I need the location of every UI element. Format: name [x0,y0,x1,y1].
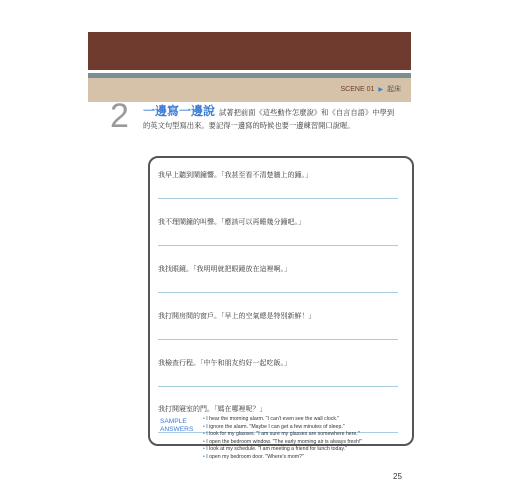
prompt-row [158,217,398,246]
chapter-title: 起床 [387,86,401,93]
sample-answers-title [160,418,193,434]
instructions-line-2: 的英文句型寫出來。要記得一邊寫的時候也要一邊練習開口說喔。 [143,121,355,130]
prompt-row [158,170,398,199]
prompt-text: 我不理鬧鐘的叫聲。「應該可以再睡幾分鐘吧。」 [158,218,305,226]
writing-line[interactable] [158,386,398,387]
prompt-text: 我打開房間的窗戶。「早上的空氣總是特別新鮮！」 [158,312,316,320]
sample-answers-list [203,416,403,462]
prompt-row [158,311,398,340]
sample-answer: • I open the bedroom window. "The early morning air is always fresh!" [203,439,403,447]
sample-answer: • I hear the morning alarm. "I can't even see the wall clock." [203,416,403,424]
prompt-text: 我找眼鏡。「我明明就把眼鏡放在這裡啊。」 [158,265,291,273]
book-page [88,32,411,464]
instructions [143,105,413,132]
step-number: 2 [110,97,129,135]
sample-answer: • I look for my glasses. "I am sure my glasses are somewhere here." [203,431,403,439]
sample-answer: • I look at my schedule. "I am meeting a friend for lunch today." [203,446,403,454]
writing-line[interactable] [158,292,398,293]
sample-title-line-2: ANSWERS [160,426,194,433]
sample-answer: • I ignore the alarm. "Maybe I can get a few minutes of sleep." [203,424,403,432]
prompt-text: 我早上聽到鬧鐘響。「我甚至看不清楚牆上的鐘。」 [158,171,312,179]
triangle-right-icon: ▶ [378,86,383,93]
writing-line[interactable] [158,245,398,246]
scene-number: SCENE 01 [340,85,375,93]
writing-card [148,156,414,446]
scene-label [341,84,401,94]
page-number: 25 [393,472,402,481]
prompt-text: 我打開寢室的門。「媽在哪裡呢？」 [158,405,267,413]
scene-bar [88,78,411,102]
prompt-row [158,264,398,293]
prompt-row [158,358,398,387]
sample-title-line-1: SAMPLE [160,418,187,425]
writing-line[interactable] [158,198,398,199]
writing-line[interactable] [158,339,398,340]
header-band [88,32,411,70]
sample-answer: • I open my bedroom door. "Where's mom?" [203,454,403,462]
prompt-text: 我檢查行程。「中午和朋友約好一起吃飯。」 [158,359,291,367]
section-heading: 一邊寫一邊說 [143,104,216,118]
instructions-line-1: 試著把前面《這些動作怎麼說》和《自言自語》中學到 [219,108,395,117]
